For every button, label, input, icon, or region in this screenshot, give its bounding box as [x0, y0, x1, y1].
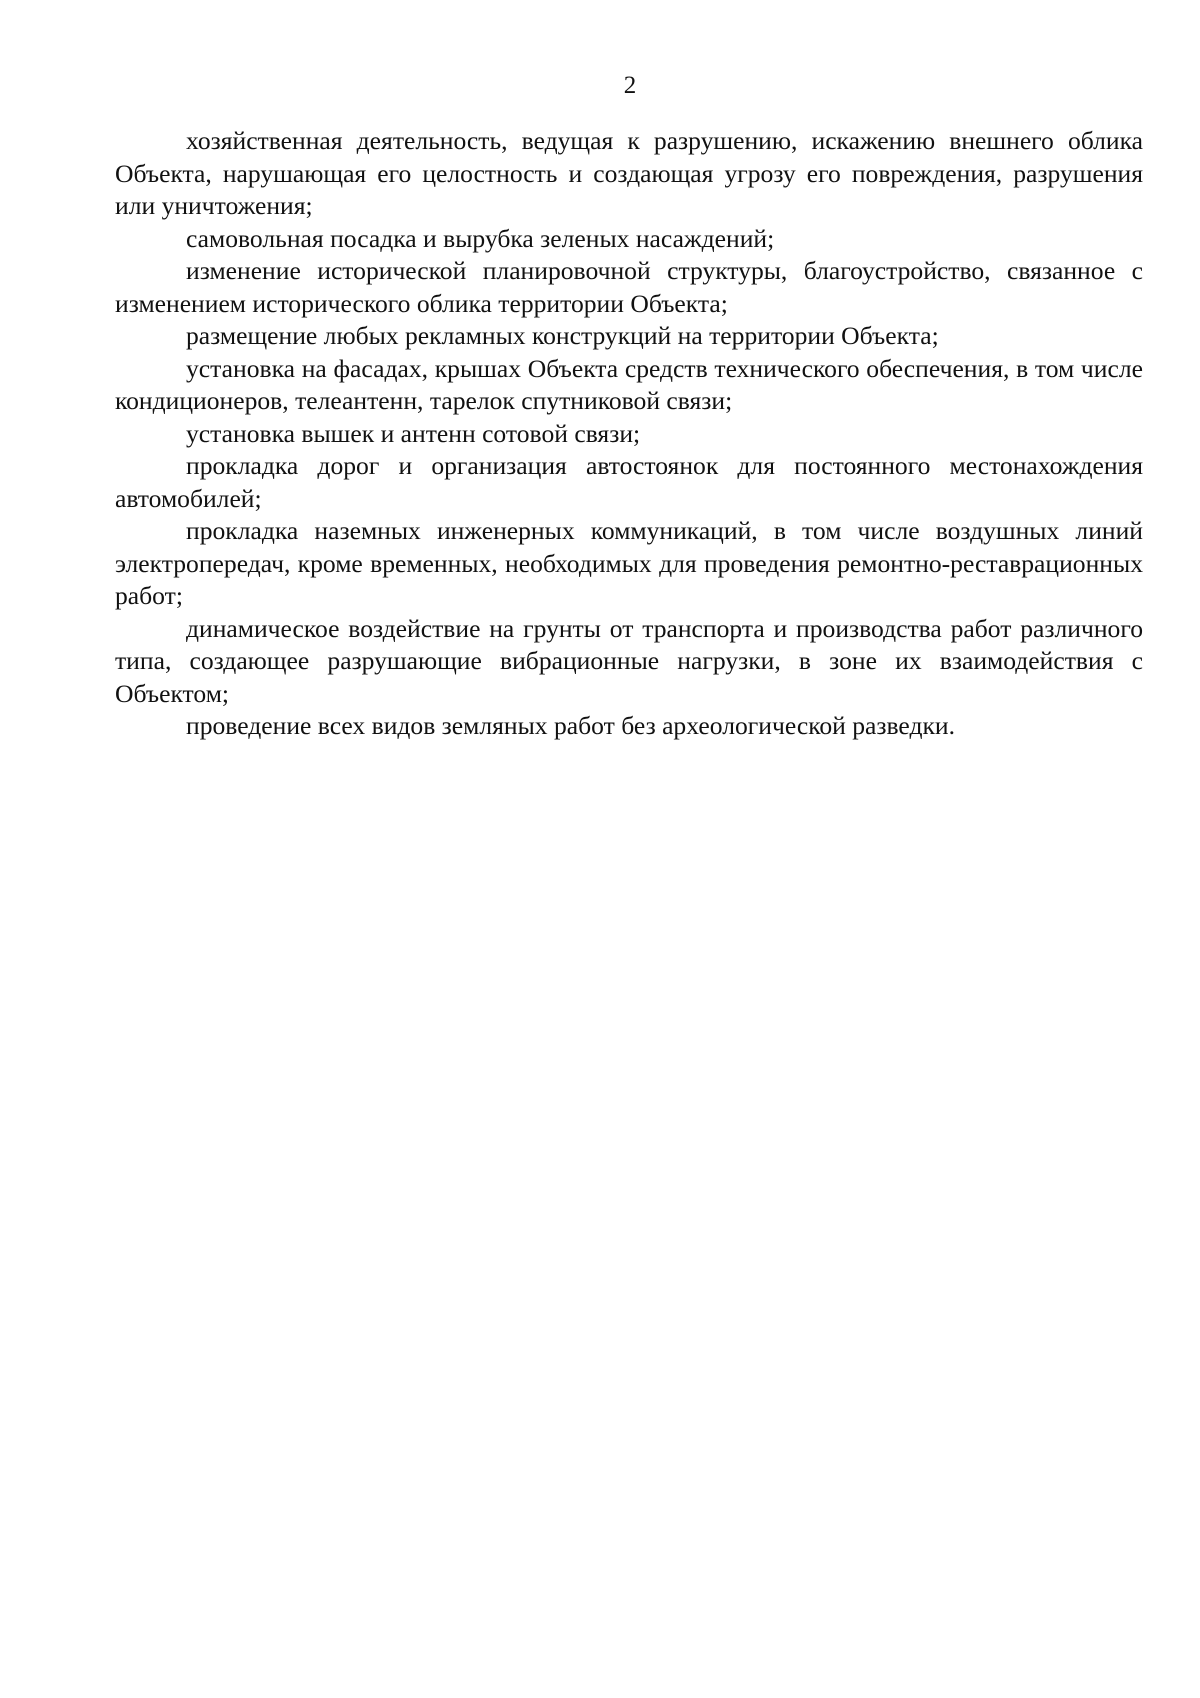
paragraph: хозяйственная деятельность, ведущая к разрушению, искажению внешнего облика Объекта, нарушающая его целостность и создающая угрозу его повреждения, разрушения или уничтожения;: [115, 126, 1143, 220]
paragraph: установка на фасадах, крышах Объекта средств технического обеспечения, в том числе кондиционеров, телеантенн, тарелок спутниковой связи;: [115, 353, 1143, 415]
paragraph: прокладка наземных инженерных коммуникаций, в том числе воздушных линий электропередач, кроме временных, необходимых для проведения ремонтно-реставрационных работ;: [115, 516, 1143, 610]
paragraph: самовольная посадка и вырубка зеленых насаждений;: [186, 223, 775, 253]
paragraph: прокладка дорог и организация автостоянок для постоянного местонахождения автомобилей;: [115, 451, 1143, 513]
page-number: 2: [623, 72, 637, 99]
paragraph: проведение всех видов земляных работ без археологической разведки.: [186, 711, 955, 740]
restrictions-list: [115, 125, 1143, 743]
paragraph: размещение любых рекламных конструкций на территории Объекта;: [186, 321, 939, 350]
paragraph: динамическое воздействие на грунты от транспорта и производства работ различного типа, создающее разрушающие вибрационные нагрузки, в зоне их взаимодействия с Объектом;: [115, 613, 1143, 708]
paragraph: установка вышек и антенн сотовой связи;: [186, 418, 641, 448]
paragraph: изменение исторической планировочной структуры, благоустройство, связанное с изменением исторического облика территории Объекта;: [115, 256, 1143, 318]
